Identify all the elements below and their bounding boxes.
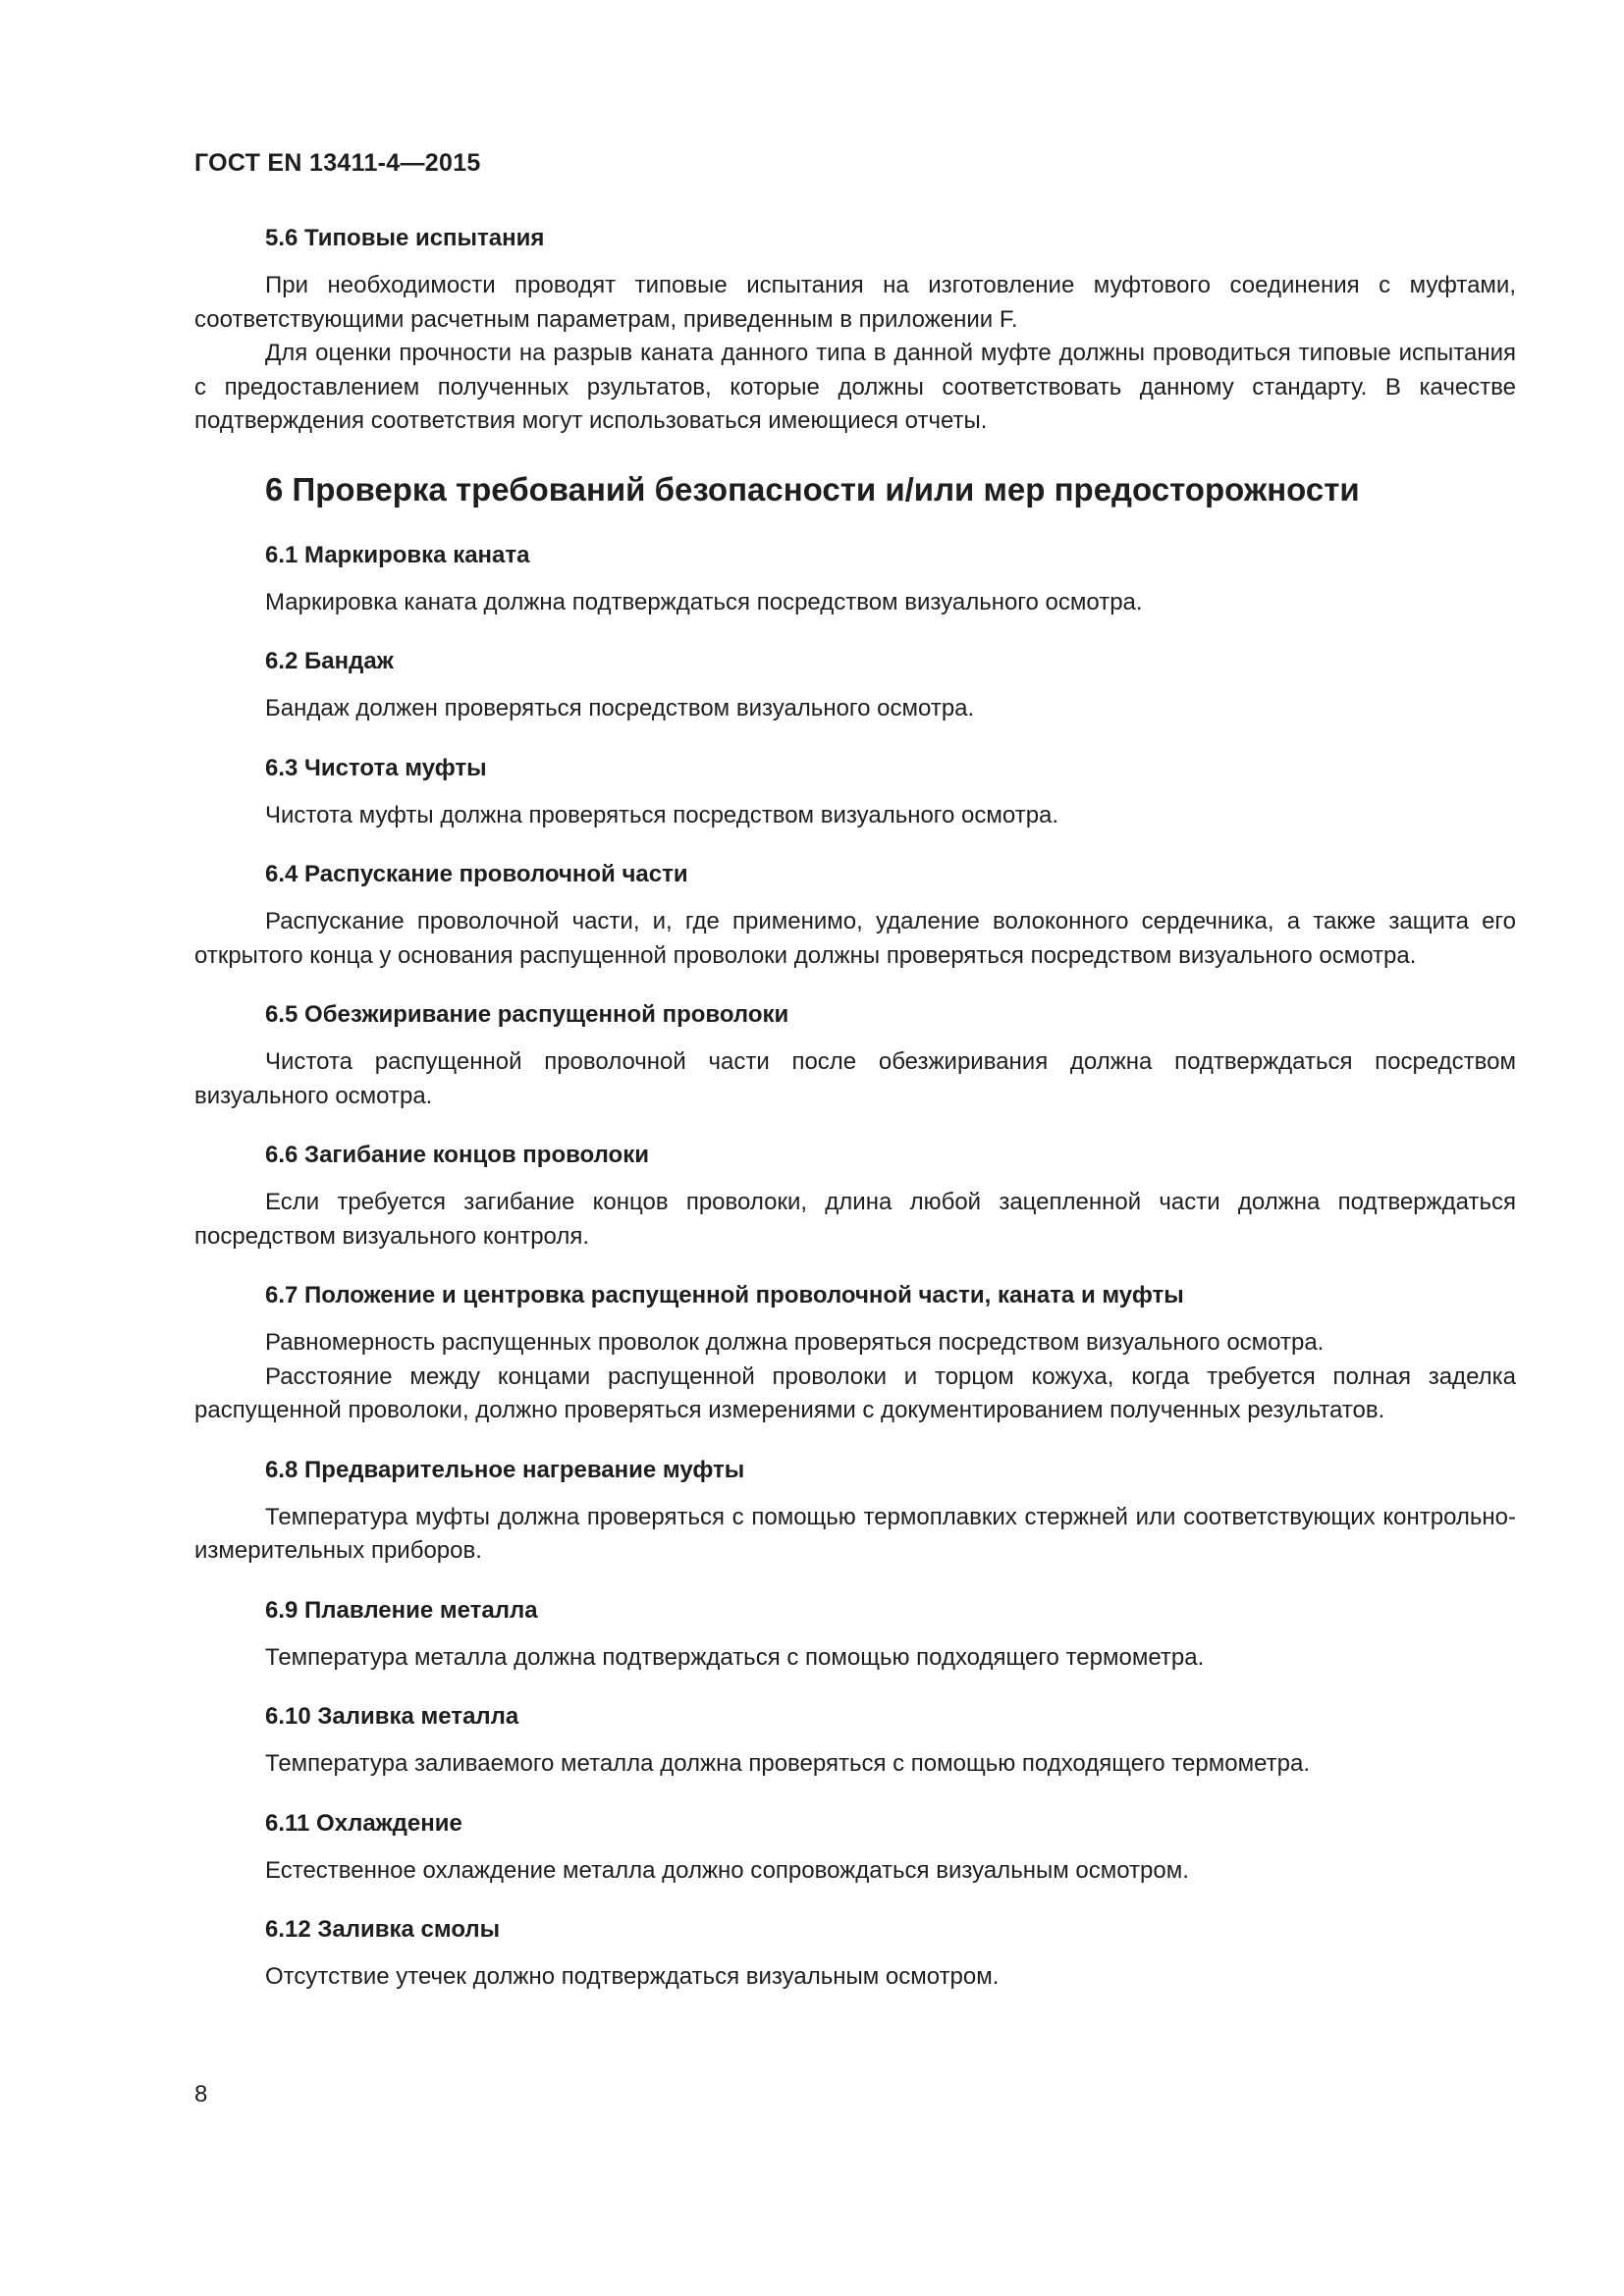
- section-6-10: [194, 1700, 1516, 1782]
- paragraph: Чистота распущенной проволочной части после обезжиривания должна подтверждаться посредством визуального осмотра.: [194, 1048, 1516, 1109]
- paragraph: Чистота муфты должна проверяться посредством визуального осмотра.: [265, 801, 1059, 828]
- section-title: 6.9 Плавление металла: [265, 1596, 538, 1624]
- section-6-8: [194, 1454, 1516, 1569]
- section-6-7: [194, 1279, 1516, 1428]
- paragraph: Если требуется загибание концов проволоки, длина любой зацепленной части должна подтверждаться посредством визуального контроля.: [194, 1189, 1516, 1250]
- section-title: 6.11 Охлаждение: [265, 1809, 462, 1837]
- document-body: [194, 222, 1516, 1995]
- paragraph: Бандаж должен проверяться посредством визуального осмотра.: [265, 695, 975, 721]
- section-6-2: [194, 645, 1516, 726]
- paragraph: При необходимости проводят типовые испытания на изготовление муфтового соединения с муфтами, соответствующими расчетным параметрам, приведенным в приложении F.: [194, 272, 1516, 333]
- document-header: ГОСТ EN 13411-4—2015: [194, 149, 481, 177]
- paragraph: Распускание проволочной части, и, где применимо, удаление волоконного сердечника, а также защита его открытого конца у основания распущенной проволоки должны проверяться посредством визуального осмотра.: [194, 908, 1516, 969]
- section-6-3: [194, 752, 1516, 833]
- paragraph: Температура муфты должна проверяться с помощью термоплавких стержней или соответствующих контрольно-измерительных приборов.: [194, 1503, 1516, 1564]
- paragraph: Естественное охлаждение металла должно сопровождаться визуальным осмотром.: [265, 1856, 1189, 1884]
- section-6-4: [194, 858, 1516, 973]
- paragraph: Для оценки прочности на разрыв каната данного типа в данной муфте должны проводиться типовые испытания с предоставлением полученных рзультатов, которые должны соответствовать данному стандарту. В качестве подтверждения соответствия могут использоваться имеющиеся отчеты.: [194, 340, 1516, 434]
- section-title: 6.12 Заливка смолы: [265, 1916, 501, 1943]
- page-number: 8: [194, 2081, 208, 2108]
- paragraph: Равномерность распущенных проволок должна проверяться посредством визуального осмотра.: [265, 1329, 1325, 1356]
- section-title: 6.3 Чистота муфты: [265, 754, 487, 781]
- paragraph: Отсутствие утечек должно подтверждаться визуальным осмотром.: [265, 1963, 1000, 1990]
- chapter-title: 6 Проверка требований безопасности и/или мер предосторожности: [265, 470, 1360, 507]
- section-6-11: [194, 1807, 1516, 1889]
- section-title: 6.2 Бандаж: [265, 648, 394, 674]
- paragraph: Расстояние между концами распущенной проволоки и торцом кожуха, когда требуется полная заделка распущенной проволоки, должно проверяться измерениями с документированием полученных результатов.: [194, 1362, 1516, 1423]
- paragraph: Температура металла должна подтверждаться с помощью подходящего термометра.: [265, 1643, 1205, 1671]
- section-title: 6.5 Обезжиривание распущенной проволоки: [265, 1001, 789, 1028]
- section-title: 6.10 Заливка металла: [265, 1703, 519, 1730]
- section-6-5: [194, 998, 1516, 1113]
- section-6-9: [194, 1594, 1516, 1676]
- section-title: 6.8 Предварительное нагревание муфты: [265, 1456, 745, 1483]
- section-title: 6.7 Положение и центровка распущенной проволочной части, каната и муфты: [265, 1282, 1184, 1308]
- section-6-6: [194, 1139, 1516, 1254]
- section-title: 6.6 Загибание концов проволоки: [265, 1142, 649, 1168]
- section-6-12: [194, 1913, 1516, 1995]
- section-title: 5.6 Типовые испытания: [265, 225, 545, 251]
- section-title: 6.1 Маркировка каната: [265, 541, 530, 568]
- section-title: 6.4 Распускание проволочной части: [265, 861, 688, 887]
- section-5-6: [194, 222, 1516, 439]
- paragraph: Маркировка каната должна подтверждаться посредством визуального осмотра.: [265, 588, 1143, 615]
- section-6-1: [194, 539, 1516, 620]
- paragraph: Температура заливаемого металла должна проверяться с помощью подходящего термометра.: [265, 1750, 1310, 1777]
